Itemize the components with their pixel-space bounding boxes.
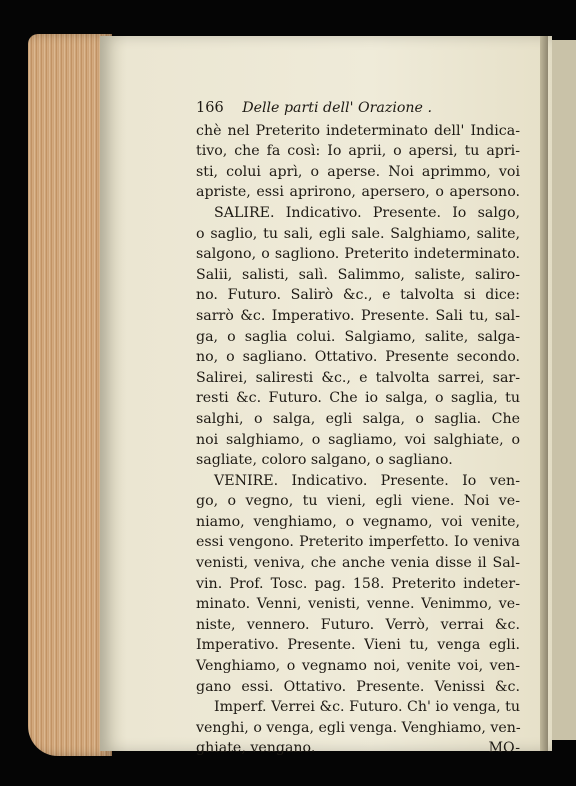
text-line: minato. Venni, venisti, venne. Venimmo, ve- [196, 596, 520, 613]
text-line: sagliate, coloro salgano, o sagliano. [196, 452, 453, 469]
text-line: go, o vegno, tu vieni, egli viene. Noi ve- [196, 493, 520, 510]
book-gutter [540, 36, 548, 751]
text-line: o saglio, tu sali, egli sale. Salghiamo, salite, [196, 225, 520, 242]
text-line: VENIRE. Indicativo. Presente. Io ven- [214, 472, 520, 489]
text-line: Salirei, saliresti &c., e talvolta sarrei, sar- [196, 369, 520, 386]
text-line: SALIRE. Indicativo. Presente. Io salgo, [214, 204, 520, 221]
text-line: resti &c. Futuro. Che io salga, o saglia, tu [196, 390, 520, 407]
text-line: venisti, veniva, che anche venia disse il Sal- [196, 555, 520, 572]
text-line: vin. Prof. Tosc. pag. 158. Preterito indeter- [196, 575, 520, 592]
text-line: ghiate, vengano. [196, 740, 316, 757]
text-line: gano essi. Ottativo. Presente. Venissi &c. [196, 678, 520, 695]
text-line: no, o sagliano. Ottativo. Presente secondo. [196, 349, 520, 366]
text-line: Imperativo. Presente. Vieni tu, venga egli. [196, 637, 520, 654]
header-title: Delle parti dell' Orazione . [242, 100, 432, 116]
text-line: niste, vennero. Futuro. Verrò, verrai &c. [196, 616, 520, 633]
text-line: niamo, venghiamo, o vegnamo, voi venite, [196, 513, 520, 530]
text-line: sti, colui aprì, o aperse. Noi aprimmo, voi [196, 163, 520, 180]
text-line: ga, o saglia colui. Salgiamo, salite, salga- [196, 328, 520, 345]
text-line: Salii, salisti, salì. Salimmo, saliste, saliro- [196, 266, 520, 283]
text-line: Imperf. Verrei &c. Futuro. Ch' io venga, tu [214, 699, 520, 716]
text-line: apriste, essi aprirono, apersero, o apersono. [196, 184, 520, 201]
text-line: noi salghiamo, o sagliamo, voi salghiate, o [196, 431, 520, 448]
running-header [196, 98, 520, 119]
text-line: essi vengono. Preterito imperfetto. Io veniva [196, 534, 520, 551]
text-line: tivo, che fa così: Io aprii, o apersi, tu apri- [196, 143, 520, 160]
catchword: MO- [488, 740, 520, 757]
text-line: sarrò &c. Imperativo. Presente. Sali tu, sal- [196, 307, 520, 324]
text-line: salgono, o sagliono. Preterito indeterminato. [196, 246, 520, 263]
text-line: no. Futuro. Salirò &c., e talvolta si dice: [196, 287, 520, 304]
page-text [196, 98, 520, 759]
text-line: venghi, o venga, egli venga. Venghiamo, ven- [196, 719, 521, 736]
text-line: Venghiamo, o vegnamo noi, venite voi, ven- [196, 658, 520, 675]
page-number: 166 [196, 100, 224, 116]
text-line: salghi, o salga, egli salga, o saglia. Che [196, 410, 520, 427]
last-text-line [196, 738, 520, 759]
text-line: chè nel Preterito indeterminato dell' Indica- [196, 122, 520, 139]
